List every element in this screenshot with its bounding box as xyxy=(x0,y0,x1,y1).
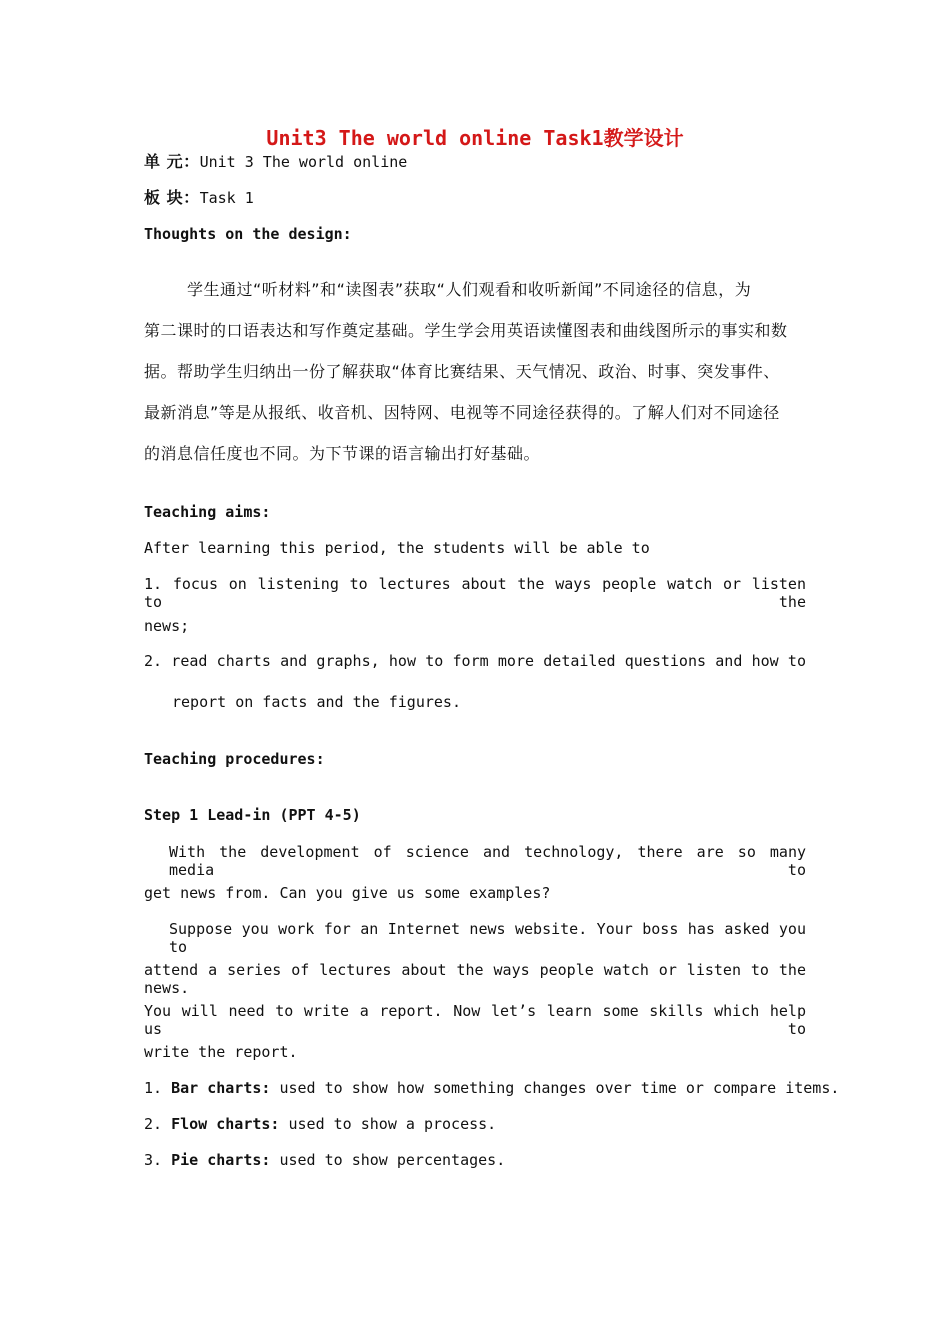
lead-in-p2-line-2: attend a series of lectures about the ways people watch or listen to the news. xyxy=(144,961,806,997)
unit-value: Unit 3 The world online xyxy=(199,153,408,171)
aim-1-line-2: news; xyxy=(144,617,190,635)
section-row xyxy=(144,189,254,207)
lead-in-p2-line-4: write the report. xyxy=(144,1043,298,1061)
procedures-heading: Teaching procedures: xyxy=(144,750,325,768)
document-title: Unit3 The world online Task1教学设计 xyxy=(266,126,684,150)
design-line-1: 学生通过“听材料”和“读图表”获取“人们观看和收听新闻”不同途径的信息，为 xyxy=(187,280,752,299)
design-line-3: 据。帮助学生归纳出一份了解获取“体育比赛结果、天气情况、政治、时事、突发事件、 xyxy=(144,362,780,381)
chart-type-bar xyxy=(144,1079,839,1097)
step-1-heading: Step 1 Lead-in (PPT 4-5) xyxy=(144,806,361,824)
lead-in-p2-line-1: Suppose you work for an Internet news website. Your boss has asked you to xyxy=(169,920,806,956)
chart-type-desc: used to show how something changes over time or compare items. xyxy=(279,1079,840,1097)
design-line-2: 第二课时的口语表达和写作奠定基础。学生学会用英语读懂图表和曲线图所示的事实和数 xyxy=(144,321,788,340)
lead-in-p2-line-3: You will need to write a report. Now let’s learn some skills which help us to xyxy=(144,1002,806,1038)
chart-type-desc: used to show percentages. xyxy=(279,1151,506,1169)
unit-label: 单 元： xyxy=(144,152,200,171)
aim-2-line-1: 2. read charts and graphs, how to form more detailed questions and how to xyxy=(144,652,806,670)
aim-1-line-1: 1. focus on listening to lectures about the ways people watch or listen to the xyxy=(144,575,806,611)
unit-row xyxy=(144,153,407,171)
chart-type-desc: used to show a process. xyxy=(288,1115,497,1133)
section-label: 板 块： xyxy=(144,188,200,207)
chart-type-number: 2. xyxy=(144,1115,163,1133)
aims-intro: After learning this period, the students will be able to xyxy=(144,539,650,557)
chart-type-flow xyxy=(144,1115,496,1133)
chart-type-pie xyxy=(144,1151,505,1169)
aim-2-line-2: report on facts and the figures. xyxy=(172,693,461,711)
design-line-4: 最新消息”等是从报纸、收音机、因特网、电视等不同途径获得的。了解人们对不同途径 xyxy=(144,403,780,422)
aims-heading: Teaching aims: xyxy=(144,503,271,521)
lead-in-p1-line-1: With the development of science and technology, there are so many media to xyxy=(169,843,806,879)
chart-type-name: Pie charts: xyxy=(171,1151,271,1169)
chart-type-number: 1. xyxy=(144,1079,163,1097)
section-value: Task 1 xyxy=(199,189,254,207)
lead-in-p1-line-2: get news from. Can you give us some examples? xyxy=(144,884,551,902)
chart-type-name: Flow charts: xyxy=(171,1115,280,1133)
chart-type-name: Bar charts: xyxy=(171,1079,271,1097)
design-heading: Thoughts on the design: xyxy=(144,225,352,243)
chart-type-number: 3. xyxy=(144,1151,163,1169)
design-line-5: 的消息信任度也不同。为下节课的语言输出打好基础。 xyxy=(144,444,541,463)
